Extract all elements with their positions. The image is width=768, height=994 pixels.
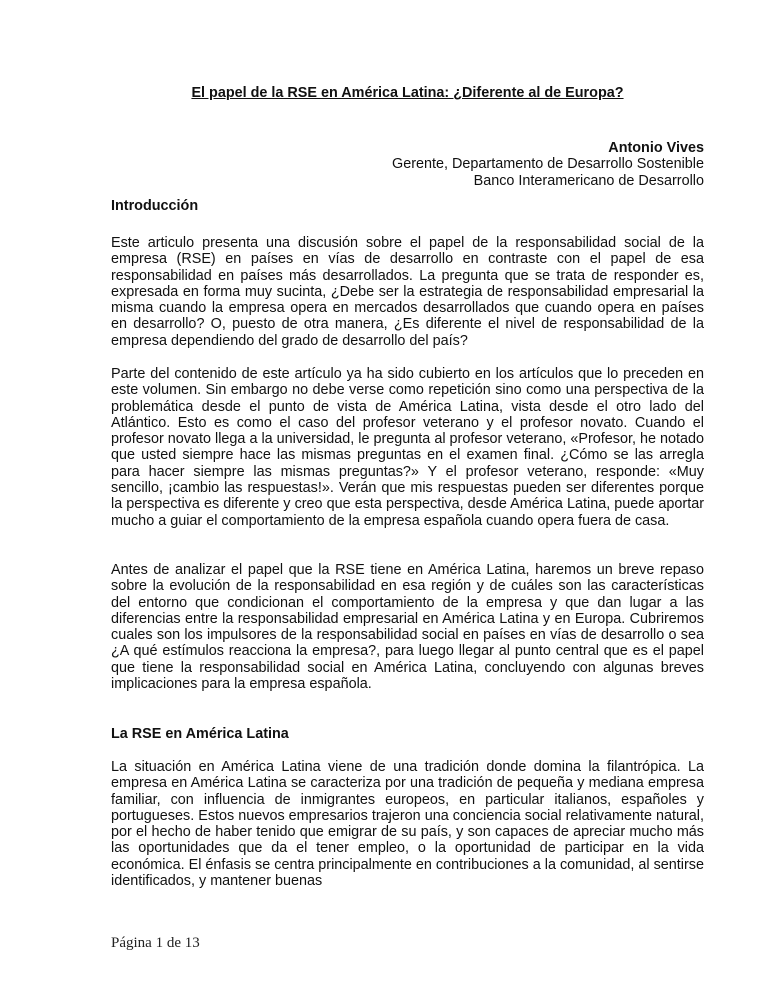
author-position: Gerente, Departamento de Desarrollo Sostenible [392,156,704,173]
paragraph: Este articulo presenta una discusión sobre el papel de la responsabilidad social de la empresa (RSE) en países en vías de desarrollo en contraste con el papel de esa responsabilidad en países más desarrollados. La pregunta que se trata de responder es, expresada en forma muy sucinta, ¿Debe ser la estrategia de responsabilidad empresarial la misma cuando la empresa opera en mercados desarrollados que cuando opera en países en desarrollo? O, puesto de otra manera, ¿Es diferente el nivel de responsabilidad de la empresa dependiendo del grado de desarrollo del país? [111,235,704,349]
author-name: Antonio Vives [608,140,704,156]
page-number-footer: Página 1 de 13 [111,935,200,951]
paragraph: La situación en América Latina viene de una tradición donde domina la filantrópica. La empresa en América Latina se caracteriza por una tradición de pequeña y mediana empresa familiar, con influencia de inmigrantes europeos, en particular italianos, españoles y portugueses. Estos nuevos empresarios trajeron una conciencia social relativamente natural, por el hecho de haber tenido que emigrar de su país, y son capaces de apreciar mucho más las oportunidades que da el tener empleo, o la oportunidad de participar en la vida económica. El énfasis se centra principalmente en contribuciones a la comunidad, al sentirse identificados, y mantener buenas [111,759,704,890]
author-organization: Banco Interamericano de Desarrollo [473,172,704,189]
paragraph: Parte del contenido de este artículo ya ha sido cubierto en los artículos que lo preceden en este volumen. Sin embargo no debe verse como repetición sino como una perspectiva de la problemática desde el punto de vista de América Latina, vista desde el otro lado del Atlántico. Esto es como el caso del profesor veterano y el profesor novato. Cuando el profesor novato llega a la universidad, le pregunta al profesor veterano, «Profesor, he notado que usted siempre hace las mismas preguntas en el examen final. ¿Cómo se las arregla para hacer siempre las mismas preguntas?» Y el profesor veterano, responde: «Muy sencillo, ¡cambio las respuestas!». Verán que mis respuestas pueden ser diferentes porque la perspectiva es diferente y creo que esta perspectiva, desde América Latina, puede aportar mucho a guiar el comportamiento de la empresa española cuando opera fuera de casa. [111,366,704,529]
section-heading-introduccion: Introducción [111,198,199,214]
paragraph: Antes de analizar el papel que la RSE tiene en América Latina, haremos un breve repaso sobre la evolución de la responsabilidad en esa región y de cuáles son las características del entorno que condicionan el comportamiento de la empresa y que dan lugar a las diferencias entre la responsabilidad empresarial en América Latina y en Europa. Cubriremos cuales son los impulsores de la responsabilidad social en países en vías de desarrollo o sea ¿A qué estímulos reacciona la empresa?, para luego llegar al punto central que es el papel que tiene la responsabilidad social en América Latina, concluyendo con algunas breves implicaciones para la empresa española. [111,562,704,693]
document-title: El papel de la RSE en América Latina: ¿Diferente al de Europa? [191,85,624,101]
section-heading-rse-america-latina: La RSE en América Latina [111,726,289,742]
author-block [392,140,704,189]
